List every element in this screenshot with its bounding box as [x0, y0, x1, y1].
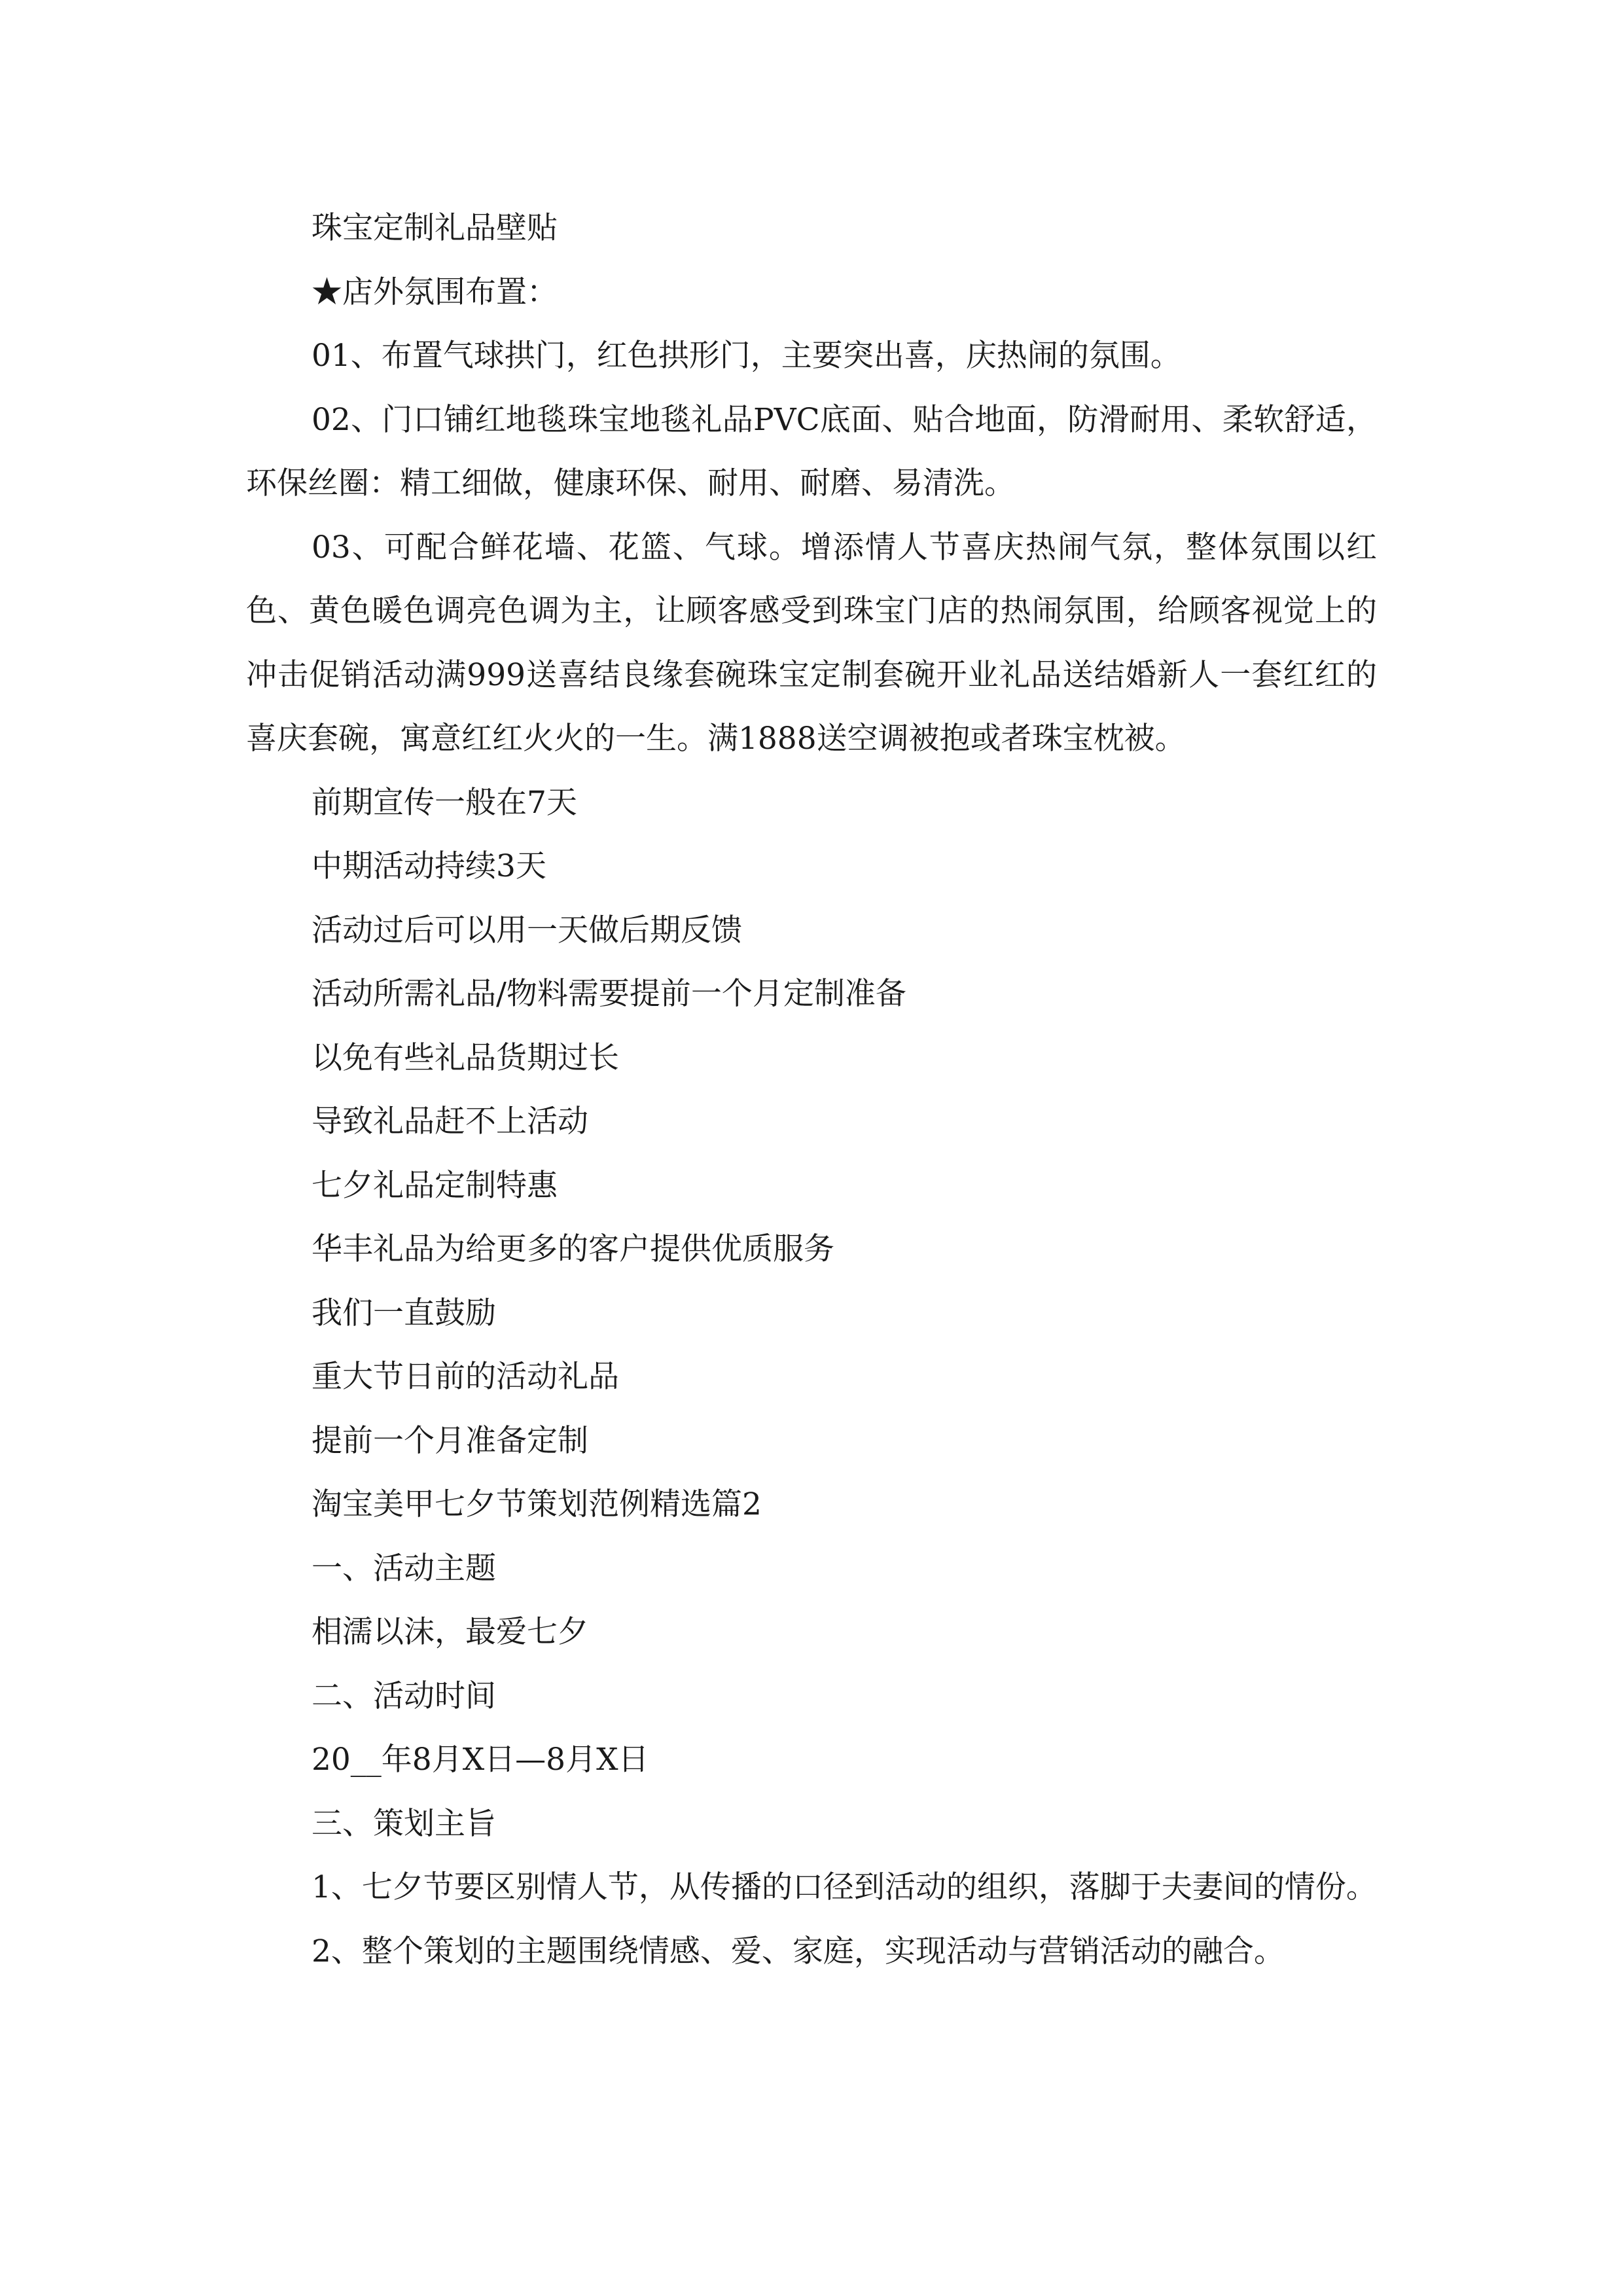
paragraph-red-carpet: 02、门口铺红地毯珠宝地毯礼品PVC底面、贴合地面，防滑耐用、柔软舒适，环保丝圈：精工细做，健康环保、耐用、耐磨、易清洗。 [246, 401, 1377, 501]
paragraph-pre-promotion: 前期宣传一般在7天 [312, 784, 577, 821]
section-title-part2: 淘宝美甲七夕节策划范例精选篇2 [312, 1486, 762, 1522]
heading-activity-time: 二、活动时间 [312, 1677, 496, 1714]
paragraph-avoid-delay: 以免有些礼品货期过长 [312, 1039, 619, 1076]
paragraph-flower-wall: 03、可配合鲜花墙、花篮、气球。增添情人节喜庆热闹气氛，整体氛围以红色、黄色暖色调亮色调为主，让顾客感受到珠宝门店的热闹氛围，给顾客视觉上的冲击促销活动满999送喜结良缘套碗珠宝定制套碗开业礼品送结婚新人一套红红的喜庆套碗，寓意红红火火的一生。满1888送空调被抱或者珠宝枕被。 [246, 529, 1377, 757]
paragraph-date-range: 20__年8月X日—8月X日 [312, 1742, 649, 1778]
paragraph-materials-prep: 活动所需礼品/物料需要提前一个月定制准备 [312, 976, 906, 1012]
paragraph-post-feedback: 活动过后可以用一天做后期反馈 [312, 912, 742, 948]
paragraph-month-ahead: 提前一个月准备定制 [312, 1422, 588, 1459]
paragraph-huafeng-service: 华丰礼品为给更多的客户提供优质服务 [312, 1231, 834, 1267]
paragraph-qixi-offer: 七夕礼品定制特惠 [312, 1167, 558, 1204]
paragraph-outdoor-decoration-heading: ★店外氛围布置： [312, 274, 558, 310]
paragraph-holiday-gifts: 重大节日前的活动礼品 [312, 1359, 619, 1395]
paragraph-encourage: 我们一直鼓励 [312, 1295, 496, 1331]
heading-planning-purpose: 三、策划主旨 [312, 1805, 496, 1842]
heading-activity-theme: 一、活动主题 [312, 1550, 496, 1587]
paragraph-theme-text: 相濡以沫，最爱七夕 [312, 1614, 588, 1650]
paragraph-mid-activity: 中期活动持续3天 [312, 848, 546, 884]
paragraph-balloon-arch: 01、布置气球拱门，红色拱形门，主要突出喜，庆热闹的氛围。 [312, 338, 1181, 374]
document-body [246, 196, 1377, 1983]
paragraph-purpose-1: 1、七夕节要区别情人节，从传播的口径到活动的组织，落脚于夫妻间的情份。 [312, 1869, 1377, 1905]
paragraph-gifts-late: 导致礼品赶不上活动 [312, 1103, 588, 1139]
paragraph-gift-wall-sticker: 珠宝定制礼品壁贴 [312, 210, 558, 246]
paragraph-purpose-2: 2、整个策划的主题围绕情感、爱、家庭，实现活动与营销活动的融合。 [312, 1933, 1285, 1969]
